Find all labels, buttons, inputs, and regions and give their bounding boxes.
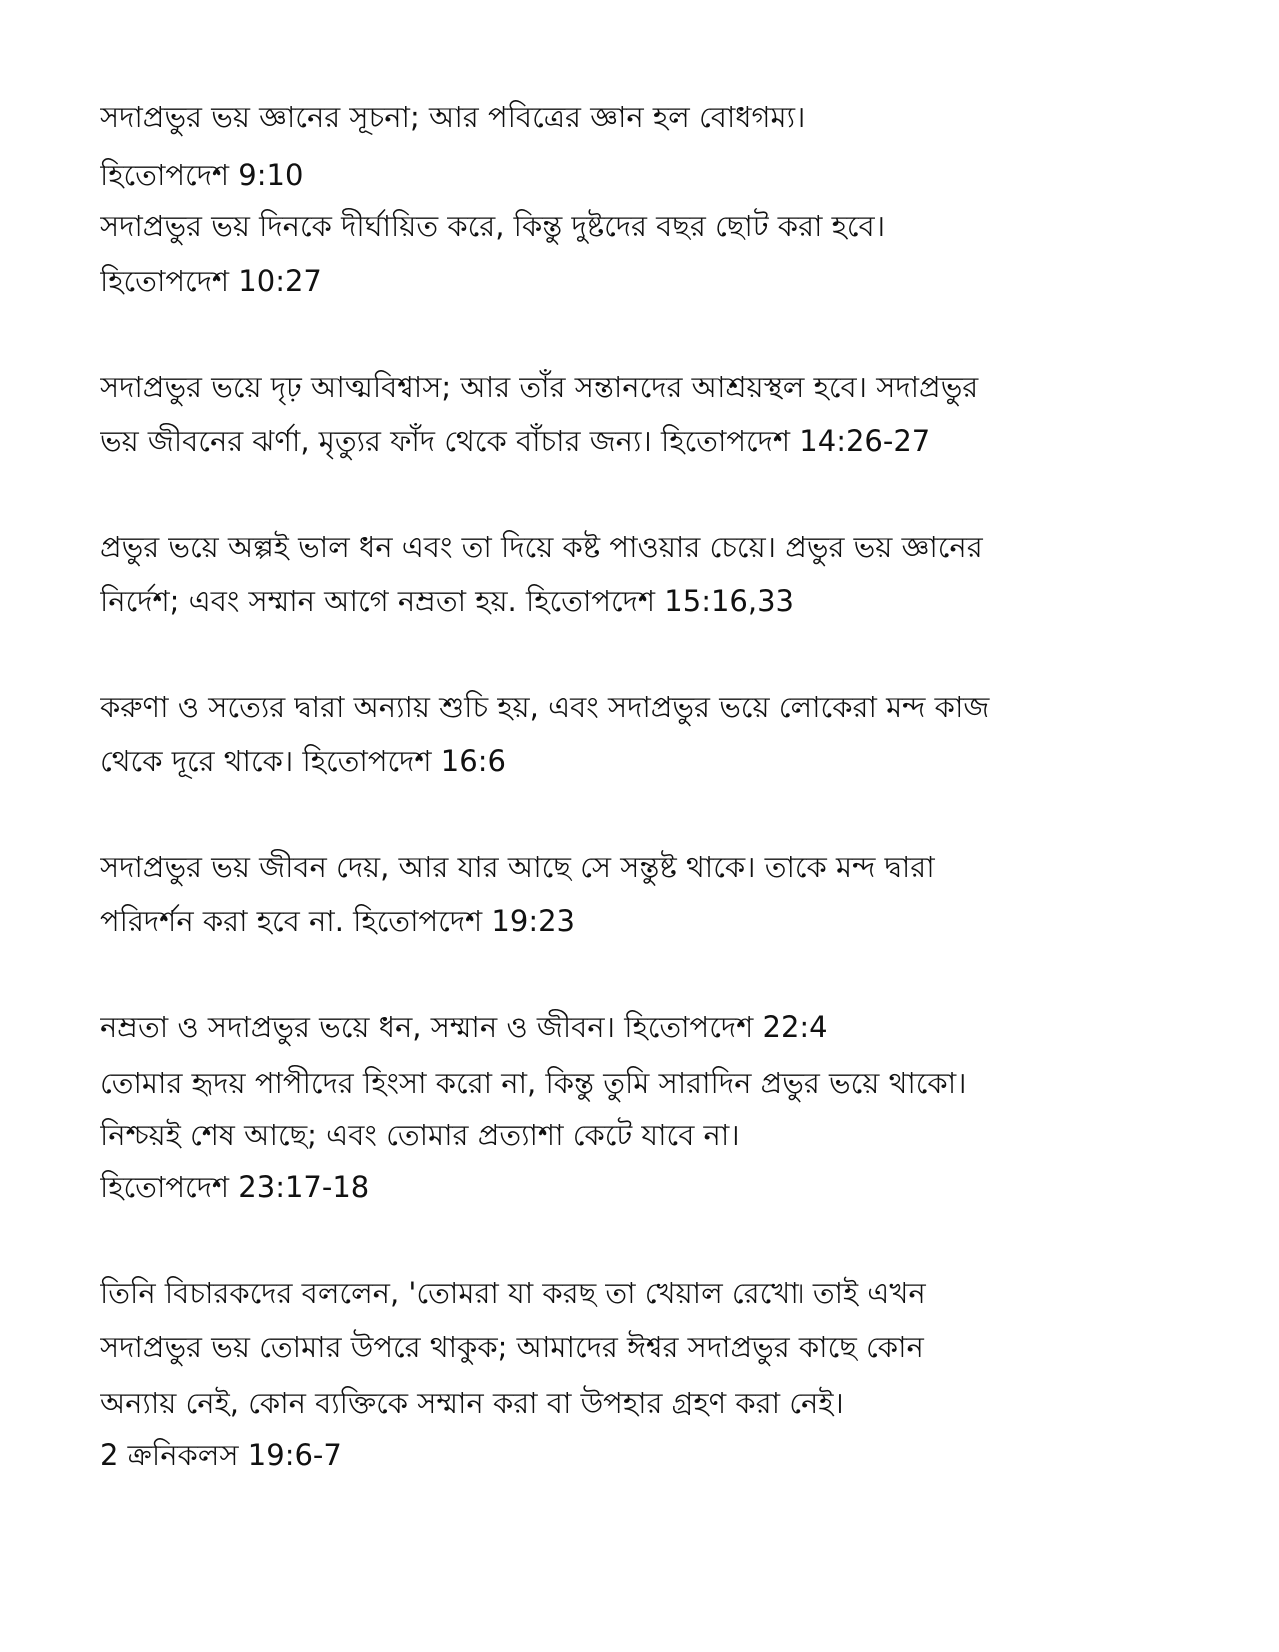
verse-reference: হিতোপদেশ 9:10 bbox=[100, 158, 304, 192]
verse-line: থেকে দূরে থাকে। হিতোপদেশ 16:6 bbox=[100, 744, 506, 778]
verse-line: ভয় জীবনের ঝর্ণা, মৃত্যুর ফাঁদ থেকে বাঁচার জন্য। হিতোপদেশ 14:26-27 bbox=[100, 424, 931, 458]
verse-line: সদাপ্রভুর ভয় জীবন দেয়, আর যার আছে সে সন্তুষ্ট থাকে। তাকে মন্দ দ্বারা bbox=[100, 850, 935, 884]
verse-line: সদাপ্রভুর ভয় জ্ঞানের সূচনা; আর পবিত্রের জ্ঞান হল বোধগম্য। bbox=[100, 100, 806, 134]
verse-line: করুণা ও সত্যের দ্বারা অন্যায় শুচি হয়, এবং সদাপ্রভুর ভয়ে লোকেরা মন্দ কাজ bbox=[100, 690, 990, 724]
verse-line: নম্রতা ও সদাপ্রভুর ভয়ে ধন, সম্মান ও জীবন। হিতোপদেশ 22:4 bbox=[100, 1010, 828, 1044]
verse-line: নিশ্চয়ই শেষ আছে; এবং তোমার প্রত্যাশা কেটে যাবে না। bbox=[100, 1118, 740, 1152]
verse-line: নির্দেশ; এবং সম্মান আগে নম্রতা হয়. হিতোপদেশ 15:16,33 bbox=[100, 584, 794, 618]
verse-line: পরিদর্শন করা হবে না. হিতোপদেশ 19:23 bbox=[100, 904, 576, 938]
verse-line: সদাপ্রভুর ভয় তোমার উপরে থাকুক; আমাদের ঈশ্বর সদাপ্রভুর কাছে কোন bbox=[100, 1330, 924, 1364]
verse-reference: হিতোপদেশ 10:27 bbox=[100, 264, 322, 298]
verse-reference: হিতোপদেশ 23:17-18 bbox=[100, 1170, 370, 1204]
verse-line: অন্যায় নেই, কোন ব্যক্তিকে সম্মান করা বা উপহার গ্রহণ করা নেই। bbox=[100, 1386, 844, 1420]
verse-line: প্রভুর ভয়ে অল্পই ভাল ধন এবং তা দিয়ে কষ্ট পাওয়ার চেয়ে। প্রভুর ভয় জ্ঞানের bbox=[100, 530, 983, 564]
verse-line: তোমার হৃদয় পাপীদের হিংসা করো না, কিন্তু তুমি সারাদিন প্রভুর ভয়ে থাকো। bbox=[100, 1066, 967, 1100]
verse-line: তিনি বিচারকদের বললেন, 'তোমরা যা করছ তা খেয়াল রেখো৷ তাই এখন bbox=[100, 1276, 926, 1310]
verse-reference: 2 ক্রনিকলস 19:6-7 bbox=[100, 1438, 342, 1472]
verse-line: সদাপ্রভুর ভয় দিনকে দীর্ঘায়িত করে, কিন্তু দুষ্টদের বছর ছোট করা হবে। bbox=[100, 209, 886, 243]
verse-line: সদাপ্রভুর ভয়ে দৃঢ় আত্মবিশ্বাস; আর তাঁর সন্তানদের আশ্রয়স্থল হবে। সদাপ্রভুর bbox=[100, 370, 979, 404]
